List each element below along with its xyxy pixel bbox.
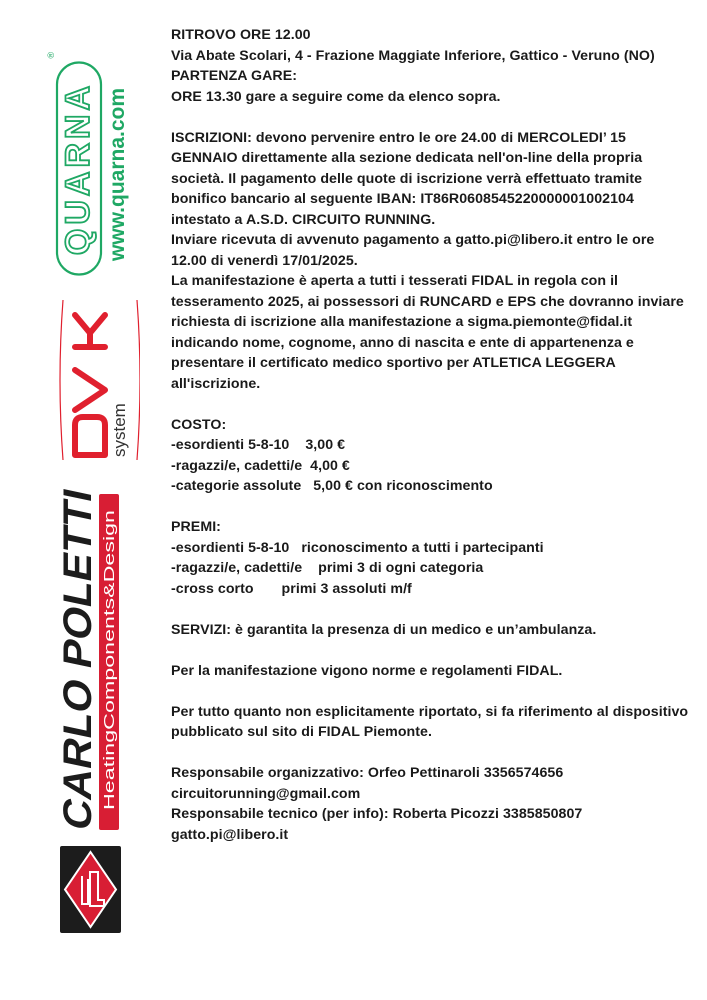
- carlo-poletti-logo: [55, 480, 130, 835]
- dvk-left-bracket: [60, 300, 63, 460]
- registered-mark-icon: ®: [46, 51, 56, 59]
- poletti-tagline: HeatingComponents&Design: [102, 623, 118, 810]
- meeting-address: Via Abate Scolari, 4 - Frazione Maggiate Inferiore, Gattico - Veruno (NO): [171, 47, 655, 64]
- technical-email[interactable]: gatto.pi@libero.it: [171, 826, 289, 843]
- services-text: SERVIZI: è garantita la presenza di un medico e un’ambulanza.: [171, 621, 597, 638]
- prize-item: -cross corto primi 3 assoluti m/f: [171, 580, 412, 597]
- rules-text: Per la manifestazione vigono norme e regolamenti FIDAL.: [171, 662, 563, 679]
- payment-receipt-text: Inviare ricevuta di avvenuto pagamento a gatto.pi@libero.it entro le ore 12.00 di venerdì 17/01/2025.: [171, 232, 659, 269]
- dvk-logo: [45, 295, 140, 465]
- organizer-email[interactable]: circuitorunning@gmail.com: [171, 785, 361, 802]
- start-heading: PARTENZA GARE:: [171, 68, 298, 84]
- prize-item: -esordienti 5-8-10 riconoscimento a tutti i partecipanti: [171, 539, 544, 556]
- technical-contact: Responsabile tecnico (per info): Roberta Picozzi 3385850807: [171, 806, 583, 822]
- quarna-website: www.quarna.com: [106, 87, 129, 262]
- dvk-letter-d: [75, 417, 105, 455]
- quarna-logo: [40, 40, 140, 285]
- reference-text: Per tutto quanto non esplicitamente riportato, si fa riferimento al dispositivo pubblicato sul sito di FIDAL Piemonte.: [171, 703, 693, 740]
- poletti-emblem-icon: [60, 846, 121, 933]
- quarna-wordmark: QUARNA: [59, 81, 97, 256]
- dvk-letter-v: [75, 370, 105, 410]
- organizer-contact: Responsabile organizzativo: Orfeo Pettinaroli 3356574656: [171, 765, 564, 781]
- meeting-time: RITROVO ORE 12.00: [171, 27, 311, 43]
- cost-heading: COSTO:: [171, 416, 227, 433]
- prizes-heading: PREMI:: [171, 519, 221, 535]
- prize-item: -ragazzi/e, cadetti/e primi 3 di ogni categoria: [171, 560, 484, 576]
- poletti-wordmark: CARLO POLETTI: [55, 502, 100, 834]
- cost-item: -esordienti 5-8-10 3,00 €: [171, 437, 346, 453]
- registration-text: ISCRIZIONI: devono pervenire entro le ore 24.00 di MERCOLEDI’ 15 GENNAIO direttamente alla sezione dedicata nell'on-line della propria società. Il pagamento delle quote di iscrizione verrà effettuato tramite bonifico bancario al seguente IBAN: IT86R0608545220000001002104 intestato a A.S.D. CIRCUITO RUNNING.: [171, 129, 647, 228]
- dvk-right-bracket: [137, 300, 140, 460]
- eligibility-text: La manifestazione è aperta a tutti i tesserati FIDAL in regola con il tesseramento 2025, ai possessori di RUNCARD e EPS che dovranno inviare richiesta di iscrizione alla manifestazione a sigma.piemonte@fidal.it indicando nome, cognome, anno di nascita e ente di appartenenza e presentare il certificato medico sportivo per ATLETICA LEGGERA all'iscrizione.: [171, 273, 688, 392]
- dvk-subtitle: system: [110, 403, 129, 457]
- cost-item: -categorie assolute 5,00 € con riconoscimento: [171, 478, 493, 494]
- cost-item: -ragazzi/e, cadetti/e 4,00 €: [171, 457, 350, 474]
- dvk-letter-k: [75, 315, 105, 347]
- event-info: [171, 25, 691, 845]
- start-time: ORE 13.30 gare a seguire come da elenco sopra.: [171, 88, 501, 105]
